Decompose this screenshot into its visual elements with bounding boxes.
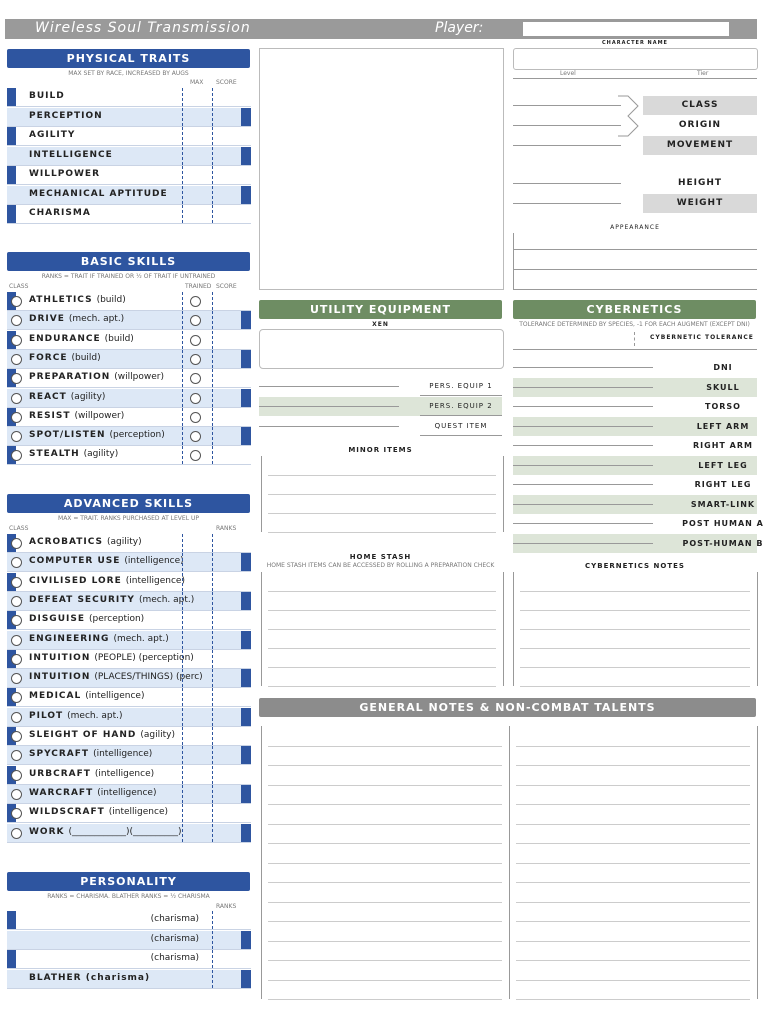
trait-label: WILLPOWER xyxy=(29,169,100,179)
trained-checkbox[interactable] xyxy=(190,296,201,307)
write-line[interactable] xyxy=(520,629,750,630)
col-ranks: RANKS xyxy=(216,525,237,532)
class-skill-checkbox[interactable] xyxy=(11,412,22,423)
skill-row xyxy=(7,592,251,611)
skill-trait: (willpower) xyxy=(74,410,125,421)
class-skill-checkbox[interactable] xyxy=(11,808,22,819)
skill-trait: (PLACES/THINGS) (perc) xyxy=(94,672,203,683)
write-line[interactable] xyxy=(516,765,750,766)
write-line[interactable] xyxy=(520,591,750,592)
header-banner xyxy=(5,19,757,39)
cybernetic-slot-label: SKULL xyxy=(706,382,740,392)
trait-label: AGILITY xyxy=(29,130,76,140)
skill-name: DISGUISE xyxy=(29,614,85,625)
write-line[interactable] xyxy=(268,999,502,1000)
general-notes-header: GENERAL NOTES & NON-COMBAT TALENTS xyxy=(259,698,756,717)
skill-name: SPOT/LISTEN xyxy=(29,430,106,441)
skill-row xyxy=(7,534,251,553)
skill-row xyxy=(7,611,251,630)
write-line[interactable] xyxy=(268,960,502,961)
skill-trait: (perception) xyxy=(109,430,165,441)
trait-row xyxy=(7,108,251,127)
advanced-skills-header: ADVANCED SKILLS xyxy=(7,494,250,513)
cybernetic-slot-label: SMART-LINK xyxy=(690,499,756,509)
skill-row xyxy=(7,746,251,765)
personality-row xyxy=(7,970,251,989)
trained-checkbox[interactable] xyxy=(190,450,201,461)
write-line[interactable] xyxy=(268,902,502,903)
skill-name: SLEIGHT OF HAND xyxy=(29,730,137,740)
write-line[interactable] xyxy=(516,902,750,903)
skill-trait: (mech. apt.) xyxy=(113,633,169,644)
portrait-box[interactable] xyxy=(259,48,504,290)
skill-trait: (build) xyxy=(96,295,126,305)
trait-label: INTELLIGENCE xyxy=(29,149,113,160)
col-score: SCORE xyxy=(216,79,237,86)
trained-checkbox[interactable] xyxy=(190,412,201,423)
body-field-label: WEIGHT xyxy=(676,198,724,208)
class-skill-checkbox[interactable] xyxy=(11,596,22,607)
skill-row xyxy=(7,804,251,823)
write-line[interactable] xyxy=(268,629,496,630)
character-name-field[interactable] xyxy=(513,48,758,70)
skill-name: FORCE xyxy=(29,352,68,363)
write-line[interactable] xyxy=(268,746,502,747)
skill-trait: (agility) xyxy=(70,391,106,402)
class-skill-checkbox[interactable] xyxy=(11,431,22,442)
personality-subtitle: RANKS = CHARISMA. BLATHER RANKS = ½ CHARISMA xyxy=(47,893,210,900)
character-field-label: ORIGIN xyxy=(678,120,722,130)
write-line[interactable] xyxy=(268,686,496,687)
cybernetic-slot-label: LEFT ARM xyxy=(696,421,750,431)
class-skill-checkbox[interactable] xyxy=(11,789,22,800)
skill-row xyxy=(7,766,251,785)
write-line[interactable] xyxy=(520,610,750,611)
skill-name: DRIVE xyxy=(29,314,65,325)
write-line[interactable] xyxy=(268,648,496,649)
level-label: Level xyxy=(560,70,576,77)
skill-name: SPYCRAFT xyxy=(29,749,90,760)
trained-checkbox[interactable] xyxy=(190,315,201,326)
basic-skills-header: BASIC SKILLS xyxy=(7,252,250,271)
write-line[interactable] xyxy=(268,785,502,786)
class-skill-checkbox[interactable] xyxy=(11,557,22,568)
write-line[interactable] xyxy=(516,746,750,747)
xen-label: XEN xyxy=(372,321,389,328)
write-line[interactable] xyxy=(268,494,496,495)
skill-row xyxy=(7,727,251,746)
body-field-label: HEIGHT xyxy=(677,178,723,188)
write-line[interactable] xyxy=(516,960,750,961)
personality-label: (charisma) xyxy=(150,914,199,924)
skill-row xyxy=(7,311,251,330)
write-line[interactable] xyxy=(268,882,502,883)
col-class: CLASS xyxy=(9,525,29,532)
class-skill-checkbox[interactable] xyxy=(11,450,22,461)
personality-label: (charisma) xyxy=(150,933,199,944)
class-skill-checkbox[interactable] xyxy=(11,635,22,646)
class-skill-checkbox[interactable] xyxy=(11,354,22,365)
write-line[interactable] xyxy=(268,921,502,922)
skill-trait: (____________)(__________) xyxy=(68,826,182,837)
write-line[interactable] xyxy=(268,610,496,611)
cybernetic-slot-label: POST-HUMAN B xyxy=(682,538,764,548)
col-score: SCORE xyxy=(216,283,237,290)
skill-row xyxy=(7,553,251,572)
physical-traits-subtitle: MAX SET BY RACE, INCREASED BY AUGS xyxy=(68,70,189,77)
col-class: CLASS xyxy=(9,283,29,290)
character-field-label: CLASS xyxy=(681,100,719,110)
skill-trait: (build) xyxy=(104,333,134,344)
col-ranks: RANKS xyxy=(216,903,237,910)
trait-row xyxy=(7,127,251,146)
skill-name: WORK xyxy=(29,826,65,837)
utility-slot-label: QUEST ITEM xyxy=(434,422,488,430)
skill-trait: (perception) xyxy=(88,614,145,625)
skill-row xyxy=(7,427,251,446)
personality-row xyxy=(7,931,251,950)
write-line[interactable] xyxy=(520,648,750,649)
skill-name: DEFEAT SECURITY xyxy=(29,594,135,605)
skill-name: REACT xyxy=(29,391,67,402)
skill-trait: (intelligence) xyxy=(97,787,157,798)
write-line[interactable] xyxy=(268,804,502,805)
skill-row xyxy=(7,824,251,843)
personality-header: PERSONALITY xyxy=(7,872,250,891)
skill-row xyxy=(7,292,251,311)
write-line[interactable] xyxy=(520,686,750,687)
write-line[interactable] xyxy=(516,785,750,786)
write-line[interactable] xyxy=(516,863,750,864)
write-line[interactable] xyxy=(516,804,750,805)
trait-row xyxy=(7,186,251,205)
cybernetic-slot-label: POST HUMAN A xyxy=(682,519,764,528)
skill-name: ACROBATICS xyxy=(29,537,104,547)
skill-trait: (agility) xyxy=(140,730,175,740)
home-stash-subtitle: HOME STASH ITEMS CAN BE ACCESSED BY ROLLING A PREPARATION CHECK xyxy=(266,562,495,569)
player-name-field[interactable] xyxy=(523,22,729,36)
skill-name: ENDURANCE xyxy=(29,333,101,344)
class-skill-checkbox[interactable] xyxy=(11,393,22,404)
character-name-label: CHARACTER NAME xyxy=(602,40,668,46)
skill-name: COMPUTER USE xyxy=(29,556,121,567)
cybernetic-slot-label: TORSO xyxy=(705,402,741,411)
skill-trait: (willpower) xyxy=(114,372,164,383)
skill-name: CIVILISED LORE xyxy=(29,575,122,586)
trait-label: MECHANICAL APTITUDE xyxy=(29,188,168,199)
trait-row xyxy=(7,147,251,166)
class-skill-checkbox[interactable] xyxy=(11,731,22,742)
write-line[interactable] xyxy=(268,843,502,844)
class-skill-checkbox[interactable] xyxy=(11,315,22,326)
utility-equipment-header: UTILITY EQUIPMENT xyxy=(259,300,502,319)
class-skill-checkbox[interactable] xyxy=(11,538,22,549)
write-line[interactable] xyxy=(516,999,750,1000)
skill-trait: (PEOPLE) (perception) xyxy=(94,652,194,663)
character-field-label: MOVEMENT xyxy=(666,140,734,150)
skill-row xyxy=(7,446,251,465)
utility-slot-label: PERS. EQUIP 2 xyxy=(429,402,493,410)
write-line[interactable] xyxy=(268,475,496,476)
tier-label: Tier xyxy=(697,70,709,77)
write-line[interactable] xyxy=(268,513,496,514)
skill-row xyxy=(7,369,251,388)
trait-label: PERCEPTION xyxy=(29,110,103,121)
trained-checkbox[interactable] xyxy=(190,335,201,346)
skill-row xyxy=(7,708,251,727)
skill-name: ENGINEERING xyxy=(29,633,110,644)
write-line[interactable] xyxy=(268,980,502,981)
cybernetic-slot-label: RIGHT ARM xyxy=(693,441,753,450)
skill-trait: (mech. apt.) xyxy=(67,710,123,721)
cybernetic-slot-label: LEFT LEG xyxy=(698,460,748,470)
personality-label: (charisma) xyxy=(150,953,199,963)
personality-row xyxy=(7,950,251,969)
col-trained: TRAINED xyxy=(185,283,212,290)
write-line[interactable] xyxy=(520,667,750,668)
skill-name: PREPARATION xyxy=(29,372,111,383)
utility-slot-label: PERS. EQUIP 1 xyxy=(429,382,493,390)
skill-row xyxy=(7,688,251,707)
trait-label: CHARISMA xyxy=(29,208,91,218)
trained-checkbox[interactable] xyxy=(190,354,201,365)
class-skill-checkbox[interactable] xyxy=(11,692,22,703)
skill-row xyxy=(7,631,251,650)
write-line[interactable] xyxy=(516,941,750,942)
cybernetic-slot-label: DNI xyxy=(713,363,733,372)
write-line[interactable] xyxy=(516,824,750,825)
skill-trait: (intelligence) xyxy=(93,749,153,760)
skill-name: STEALTH xyxy=(29,449,80,460)
trained-checkbox[interactable] xyxy=(190,431,201,442)
sheet-title: Wireless Soul Transmission xyxy=(35,20,251,36)
trait-row xyxy=(7,88,251,107)
home-stash-label: HOME STASH xyxy=(349,553,412,561)
skill-trait: (intelligence) xyxy=(125,575,185,586)
skill-row xyxy=(7,573,251,592)
write-line[interactable] xyxy=(268,667,496,668)
trait-row xyxy=(7,205,251,224)
personality-label: BLATHER (charisma) xyxy=(29,972,151,983)
class-skill-checkbox[interactable] xyxy=(11,296,22,307)
advanced-skills-subtitle: MAX = TRAIT. RANKS PURCHASED AT LEVEL UP xyxy=(58,515,199,522)
col-max: MAX xyxy=(190,79,204,86)
write-line[interactable] xyxy=(268,824,502,825)
write-line[interactable] xyxy=(516,882,750,883)
skill-trait: (mech. apt.) xyxy=(68,314,125,325)
appearance-label: APPEARANCE xyxy=(610,224,660,231)
cybernetics-subtitle: TOLERANCE DETERMINED BY SPECIES, -1 FOR EACH AUGMENT (EXCEPT DNI) xyxy=(519,321,750,328)
skill-row xyxy=(7,350,251,369)
class-skill-checkbox[interactable] xyxy=(11,373,22,384)
skill-trait: (agility) xyxy=(107,537,142,547)
trait-label: BUILD xyxy=(29,91,65,101)
class-skill-checkbox[interactable] xyxy=(11,770,22,781)
cybernetic-tolerance-label: CYBERNETIC TOLERANCE xyxy=(650,334,754,341)
skill-row xyxy=(7,650,251,669)
skill-trait: (build) xyxy=(71,352,101,363)
skill-name: PILOT xyxy=(29,710,64,721)
xen-field[interactable] xyxy=(259,329,504,369)
skill-name: WARCRAFT xyxy=(29,787,94,798)
skill-name: INTUITION xyxy=(29,672,91,683)
skill-row xyxy=(7,389,251,408)
minor-items-label: MINOR ITEMS xyxy=(348,446,413,454)
skill-trait: (agility) xyxy=(83,449,119,460)
class-skill-checkbox[interactable] xyxy=(11,673,22,684)
skill-row xyxy=(7,331,251,350)
cybernetics-notes-label: CYBERNETICS NOTES xyxy=(585,562,685,570)
write-line[interactable] xyxy=(516,980,750,981)
cybernetics-header: CYBERNETICS xyxy=(513,300,756,319)
skill-row xyxy=(7,408,251,427)
physical-traits-header: PHYSICAL TRAITS xyxy=(7,49,250,68)
skill-name: MEDICAL xyxy=(29,691,82,702)
class-skill-checkbox[interactable] xyxy=(11,335,22,346)
skill-name: RESIST xyxy=(29,410,71,421)
class-skill-checkbox[interactable] xyxy=(11,712,22,723)
write-line[interactable] xyxy=(268,532,496,533)
skill-name: INTUITION xyxy=(29,652,91,663)
trained-checkbox[interactable] xyxy=(190,373,201,384)
class-skill-checkbox[interactable] xyxy=(11,828,22,839)
trained-checkbox[interactable] xyxy=(190,393,201,404)
write-line[interactable] xyxy=(268,863,502,864)
skill-name: URBCRAFT xyxy=(29,768,91,779)
write-line[interactable] xyxy=(268,941,502,942)
trait-row xyxy=(7,166,251,185)
write-line[interactable] xyxy=(268,765,502,766)
write-line[interactable] xyxy=(516,843,750,844)
basic-skills-subtitle: RANKS = TRAIT IF TRAINED OR ½ OF TRAIT IF UNTRAINED xyxy=(41,273,216,280)
class-skill-checkbox[interactable] xyxy=(11,615,22,626)
skill-row xyxy=(7,669,251,688)
skill-trait: (intelligence) xyxy=(85,691,145,702)
class-skill-checkbox[interactable] xyxy=(11,654,22,665)
cybernetic-slot-label: RIGHT LEG xyxy=(694,480,752,489)
skill-trait: (intelligence) xyxy=(124,556,184,567)
write-line[interactable] xyxy=(516,921,750,922)
skill-row xyxy=(7,785,251,804)
skill-name: ATHLETICS xyxy=(29,295,93,305)
class-skill-checkbox[interactable] xyxy=(11,577,22,588)
skill-trait: (intelligence) xyxy=(94,768,155,779)
player-label: Player: xyxy=(435,20,484,36)
skill-name: WILDSCRAFT xyxy=(29,807,105,818)
skill-trait: (mech. apt.) xyxy=(138,594,195,605)
write-line[interactable] xyxy=(268,591,496,592)
class-skill-checkbox[interactable] xyxy=(11,750,22,761)
skill-trait: (intelligence) xyxy=(108,807,168,818)
personality-row xyxy=(7,911,251,930)
